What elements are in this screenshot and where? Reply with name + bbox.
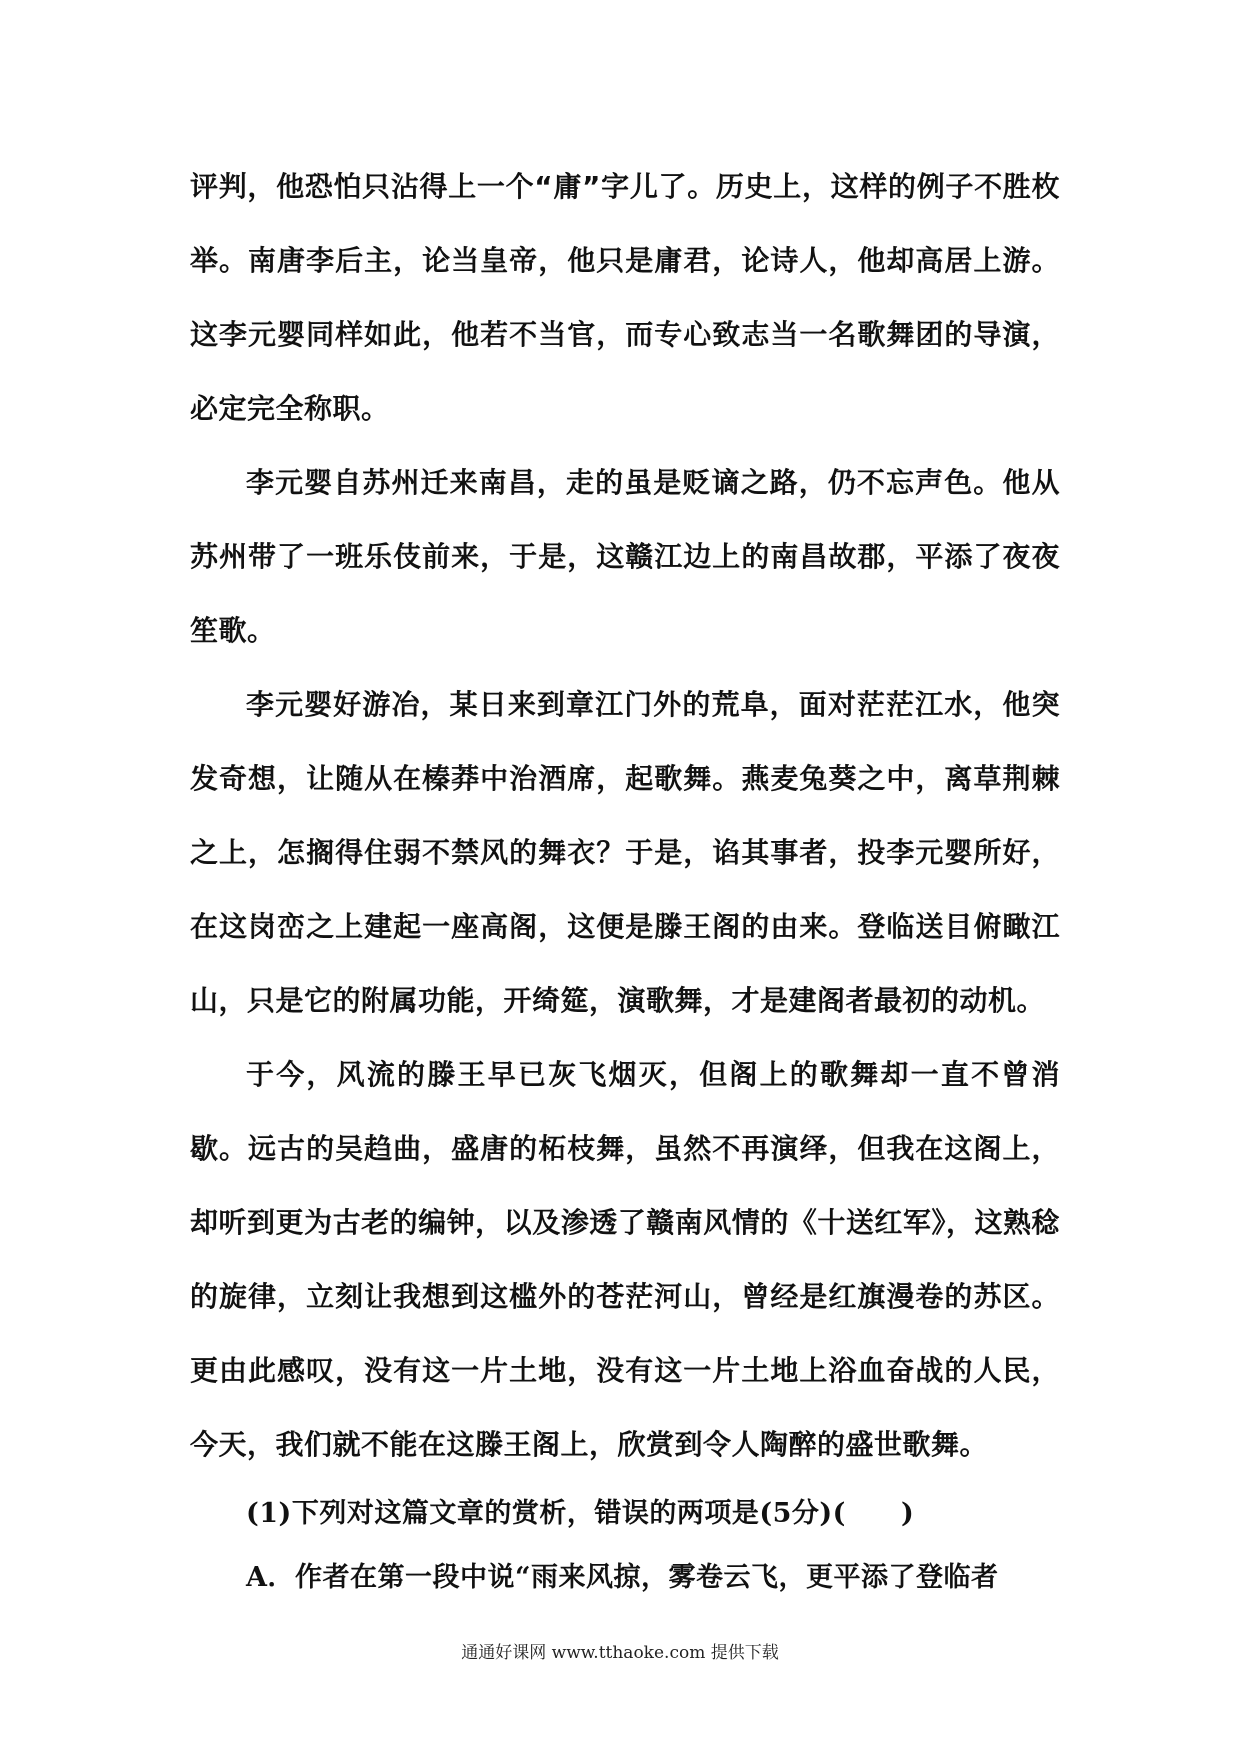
paragraph-4: 于今，风流的滕王早已灰飞烟灭，但阁上的歌舞却一直不曾消歇。远古的吴趋曲，盛唐的柘枝舞，虽然不再演绎，但我在这阁上，却听到更为古老的编钟，以及渗透了赣南风情的《十送红军》，这熟稔的旋律，立刻让我想到这槛外的苍茫河山，曾经是红旗漫卷的苏区。更由此感叹，没有这一片土地，没有这一片土地上浴血奋战的人民，今天，我们就不能在这滕王阁上，欣赏到令人陶醉的盛世歌舞。: [190, 1058, 1060, 1461]
document-body: [190, 150, 1060, 1610]
option-a: A．作者在第一段中说“雨来风掠，雾卷云飞，更平添了登临者: [246, 1562, 999, 1593]
footer-credit: 通通好课网 www.tthaoke.com 提供下载: [461, 1643, 779, 1663]
paragraph-1: 评判，他恐怕只沾得上一个“庸”字儿了。历史上，这样的例子不胜枚举。南唐李后主，论当皇帝，他只是庸君，论诗人，他却高居上游。这李元婴同样如此，他若不当官，而专心致志当一名歌舞团的导演，必定完全称职。: [190, 170, 1060, 425]
question-1: (1)下列对这篇文章的赏析，错误的两项是(5分)( ): [246, 1498, 915, 1529]
paragraph-2: 李元婴自苏州迁来南昌，走的虽是贬谪之路，仍不忘声色。他从苏州带了一班乐伎前来，于是，这赣江边上的南昌故郡，平添了夜夜笙歌。: [190, 466, 1060, 647]
paragraph-3: 李元婴好游冶，某日来到章江门外的荒阜，面对茫茫江水，他突发奇想，让随从在榛莽中治酒席，起歌舞。燕麦兔葵之中，离草荆棘之上，怎搁得住弱不禁风的舞衣？于是，谄其事者，投李元婴所好，在这岗峦之上建起一座高阁，这便是滕王阁的由来。登临送目俯瞰江山，只是它的附属功能，开绮筵，演歌舞，才是建阁者最初的动机。: [190, 688, 1060, 1017]
